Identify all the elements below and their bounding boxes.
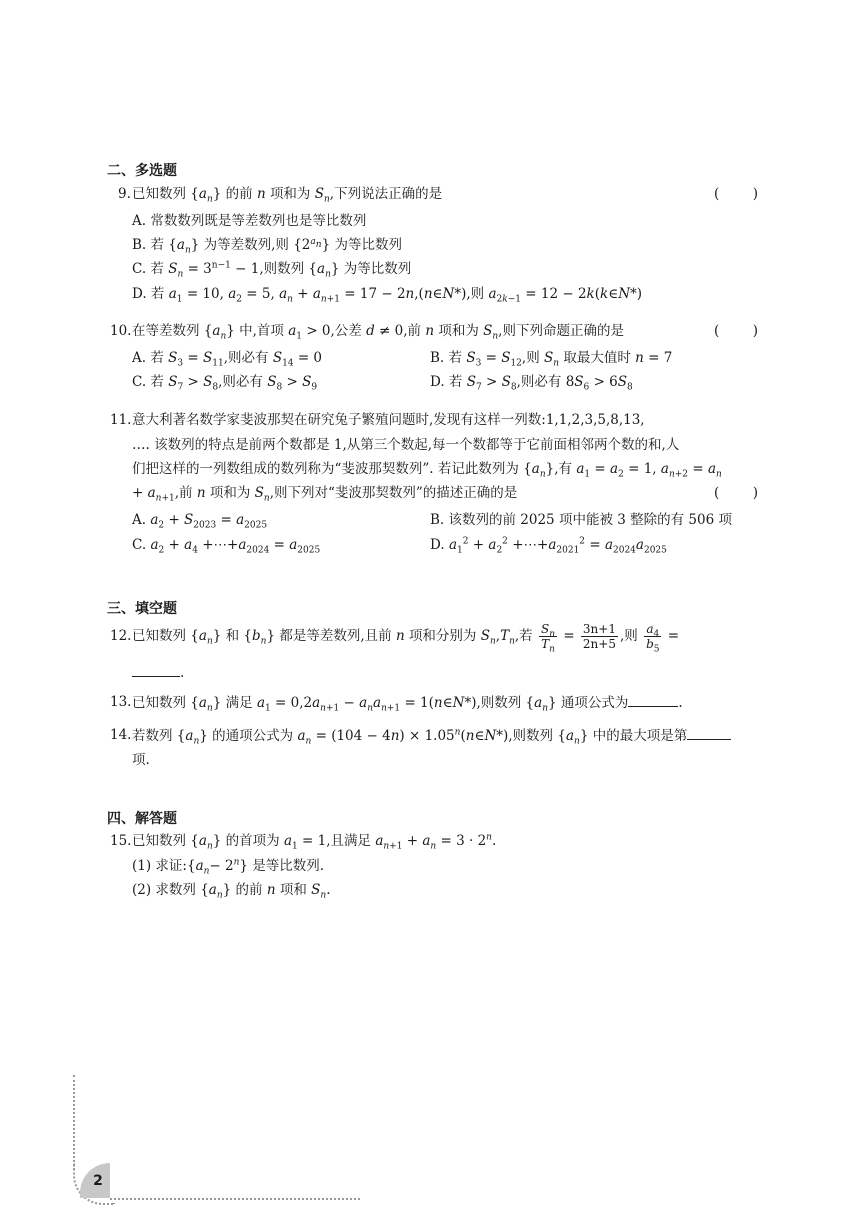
question-11-line-2: …. 该数列的特点是前两个数都是 1,从第三个数起,每一个数都等于它前面相邻两个数的和,人 <box>132 437 680 453</box>
question-12-stem: 已知数列 $\{a_n\}$ 和 $\{b_n\}$ 都是等差数列,且前 n 项和分别为 $S_n,T_n$,若 $\frac{S_n}{T_n}$ = $\frac{3n+1}{2n+5}$ ,则 $\frac{a_4}{b_5}$ = <box>132 622 680 655</box>
question-10-option-d[interactable]: D. 若 $S_7 > S_8$,则必有 $8S_6 > 6S_8$ <box>430 374 633 393</box>
fraction-ratio: $\frac{3n+1}{2n+5}$ <box>582 622 616 651</box>
question-number-15: 15. <box>110 833 132 849</box>
question-11-line-1: 意大利著名数学家斐波那契在研究兔子繁殖问题时,发现有这样一列数:1,1,2,3,5,8,13, <box>132 412 645 428</box>
section-title-fill-in: 三、填空题 <box>107 601 177 617</box>
question-15-part-2: (2) 求数列 $\{a_n\}$ 的前 n 项和 $S_n$. <box>132 882 331 901</box>
question-11-option-d[interactable]: D. $a_1^2 + a_2^2$ $+\cdots+a_{2021}^2 = a_{2024}a_{2025}$ <box>430 536 667 556</box>
question-10-stem: 在等差数列 $\{a_n\}$ 中,首项 $a_1 > 0$,公差 d ≠ 0,前 n 项和为 $S_n$,则下列命题正确的是 <box>132 323 624 342</box>
section-title-solution: 四、解答题 <box>107 811 177 827</box>
question-10-option-b[interactable]: B. 若 $S_3 = S_{12}$,则 $S_n$ 取最大值时 n = 7 <box>430 350 673 369</box>
page-number: 2 <box>93 1172 103 1189</box>
answer-bracket-9[interactable]: ( ) <box>714 186 758 202</box>
question-number-14: 14. <box>110 727 132 743</box>
footer-dotted-line <box>110 1198 360 1200</box>
question-number-12: 12. <box>110 628 132 644</box>
section-title-multiple-choice: 二、多选题 <box>107 163 177 179</box>
question-14-stem: 若数列 $\{a_n\}$ 的通项公式为 $a_n = (104 - 4n)$ × $1.05^n(n\in N*)$,则数列 $\{a_n\}$ 中的最大项是第 <box>132 725 731 746</box>
answer-blank-14[interactable] <box>687 725 731 740</box>
question-15-part-1: (1) 求证$:\{a_n- 2^n\}$ 是等比数列. <box>132 857 325 877</box>
question-number-11: 11. <box>110 412 132 428</box>
question-11-option-b[interactable]: B. 该数列的前 2025 项中能被 3 整除的有 506 项 <box>430 512 732 528</box>
answer-bracket-10[interactable]: ( ) <box>714 323 758 339</box>
question-10-option-c[interactable]: C. 若 $S_7 > S_8$,则必有 $S_8 > S_9$ <box>132 374 318 393</box>
question-number-10: 10. <box>110 323 132 339</box>
question-9-option-a[interactable]: A. 常数数列既是等差数列也是等比数列 <box>132 213 367 229</box>
question-12-answer-line: . <box>132 662 184 683</box>
question-13-stem: 已知数列 $\{a_n\}$ 满足 $a_1 = 0,2a_{n+1} - a_na_{n+1}$ = 1(n∈N*),则数列 $\{a_n\}$ 通项公式为 . <box>132 692 683 713</box>
answer-blank-12[interactable] <box>132 662 180 677</box>
fraction-s-over-t: $\frac{S_n}{T_n}$ <box>540 622 556 655</box>
question-9-option-c[interactable]: C. 若 $S_n = 3^{n-1} - 1$,则数列 $\{a_n\}$ 为等比数列 <box>132 260 412 280</box>
question-15-stem: 已知数列 $\{a_n\}$ 的首项为 $a_1 = 1$,且满足 $a_{n+1} + a_n = 3 \cdot 2^n$. <box>132 832 497 852</box>
question-14-line-2: 项. <box>132 752 150 768</box>
question-number-13: 13. <box>110 694 132 710</box>
question-number-9: 9. <box>118 186 131 202</box>
answer-blank-13[interactable] <box>628 692 678 707</box>
question-10-option-a[interactable]: A. 若 $S_3 = S_{11}$,则必有 $S_{14} = 0$ <box>132 350 323 369</box>
question-11-option-c[interactable]: C. $a_2 + a_4$ $+\cdots+a_{2024} = a_{2025}$ <box>132 537 321 556</box>
question-9-option-b[interactable]: B. 若 $\{a_n\}$ 为等差数列,则 $\{2^{a_n}\}$ 为等比数列 <box>132 236 402 256</box>
question-11-line-4: + $a_{n+1}$,前 n 项和为 $S_n$,则下列对“斐波那契数列”的描述正确的是 <box>132 485 518 504</box>
fraction-a4-over-b5: $\frac{a_4}{b_5}$ <box>646 622 660 655</box>
answer-bracket-11[interactable]: ( ) <box>714 485 758 501</box>
question-9-option-d[interactable]: D. 若 $a_1 = 10$, $a_2 = 5$, $a_n + a_{n+1} = 17$ − 2n,(n∈N*),则 $a_{2k-1} = 12$ − 2k(k∈N*) <box>132 286 643 305</box>
question-11-line-3: 们把这样的一列数组成的数列称为“斐波那契数列”. 若记此数列为 $\{a_n\}$,有 $a_1 = a_2 = 1$, $a_{n+2} = a_n$ <box>132 461 722 480</box>
question-11-option-a[interactable]: A. $a_2 + S_{2023} = a_{2025}$ <box>132 512 268 531</box>
margin-dotted-line <box>73 1075 75 1170</box>
question-9-stem: 已知数列 $\{a_n\}$ 的前 n 项和为 $S_n$,下列说法正确的是 <box>132 186 443 205</box>
